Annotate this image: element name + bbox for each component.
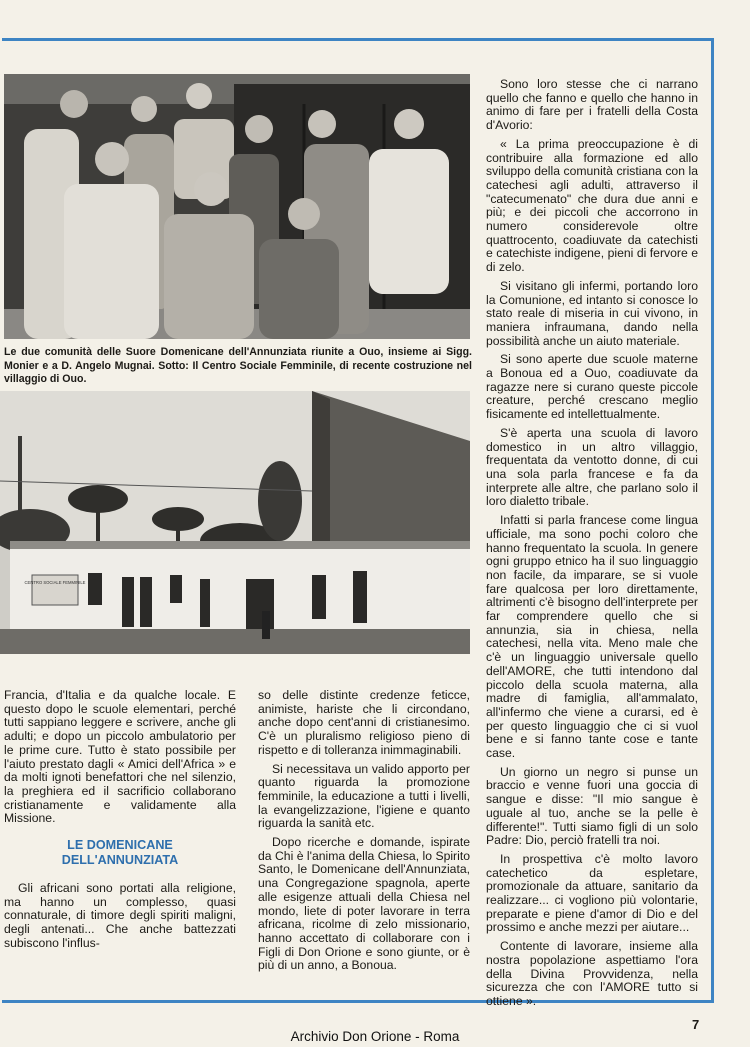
page-number: 7 <box>692 1017 700 1032</box>
paragraph: Sono loro stesse che ci narrano quello che fanno e quello che hanno in animo di fare per i fratelli della Costa d'Avorio: <box>486 77 698 133</box>
paragraph: Infatti si parla francese come lingua ufficiale, ma sono pochi coloro che hanno frequentato la scuola. In genere ogni gruppo etnico ha il suo linguaggio non facile, da imparare, se si vuole fare qualcosa per loro direttamente, altrimenti c'è bisogno dell'interprete per far comprendere quello che si annunzia, sia in chiesa, nella catechesi, nella vita. Meno male che c'è un linguaggio universale quello dell'AMORE, che tutti intendono dal piccolo della scuola materna, alla madre di famiglia, all'ammalato, all'infermo che viene a curarsi, ed è per questo linguaggio che ci si vuol bene e si fanno tante cose e tante case. <box>486 513 698 761</box>
paragraph: so delle distinte credenze feticce, animiste, hariste che li circondano, anche dopo cent'anni di cristianesimo. C'è un pluralismo religioso pieno di rispetto e di tolleranza inimmaginabili. <box>258 688 470 757</box>
group-photo <box>4 74 470 339</box>
building-photo <box>0 391 470 654</box>
paragraph: Un giorno un negro si punse un braccio e venne fuori una goccia di sangue e disse: "Il mio sangue è uguale al tuo, anche se la pelle è differente!". Tutti siamo figli di un solo Padre: Dio, perciò fratelli tra noi. <box>486 764 698 848</box>
paragraph: « La prima preoccupazione è di contribuire alla formazione ed allo sviluppo della comunità cristiana con la catechesi agli adulti, attraverso il "catecumenato" che dura due anni e più; e dei piccoli che accorrono in numero considerevole oltre quattrocento, coadiuvate da catechisti e catechiste indigene, pieni di fervore e di zelo. <box>486 136 698 275</box>
paragraph: Si necessitava un valido apporto per quanto riguarda la promozione femminile, la educazione a tutti i livelli, la evangelizzazione, l'igiene e quanto riguarda la sanità etc. <box>258 761 470 831</box>
building-sign: CENTRO SOCIALE FEMMINILE <box>24 580 86 585</box>
paragraph: S'è aperta una scuola di lavoro domestico in un altro villaggio, frequentata da ventotto donne, di cui una sola parla francese e fa da interprete alle altre, che parlano solo il loro dialetto tribale. <box>486 425 698 509</box>
heading-line: LE DOMENICANE <box>67 838 173 853</box>
paragraph: In prospettiva c'è molto lavoro catechetico da espletare, promozionale da attuare, sanitario da realizzare... ci vogliono più volontarie, preparate e piene d'amor di Dio e del prossimo e anche mezzi per aiutare... <box>486 851 698 935</box>
column-right <box>486 78 698 1014</box>
paragraph: Gli africani sono portati alla religione, ma hanno un complesso, quasi connaturale, di timore degli spiriti maligni, degli antenati... Che anche battezzati subiscono l'influs- <box>4 881 236 950</box>
heading-line: DELL'ANNUNZIATA <box>61 853 179 868</box>
section-heading <box>4 838 236 868</box>
paragraph: Si sono aperte due scuole materne a Bonoua ed a Ouo, coadiuvate da ragazze nere si curano queste piccole creature, perché crescano meglio fisicamente ed intellettualmente. <box>486 352 698 422</box>
paragraph: Dopo ricerche e domande, ispirate da Chi è l'anima della Chiesa, lo Spirito Santo, le Domenicane dell'Annunziata, una Congregazione spagnola, aperte alle esigenze attuali della Chiesa nel mondo, liete di poter lavorare in terra africana, ricolme di zelo missionario, hanno accettato di collaborare con i Figli di Don Orione e sono giunte, or è più di un anno, a Bonoua. <box>258 835 470 973</box>
right-blue-rule <box>711 38 714 1003</box>
paragraph: Francia, d'Italia e da qualche locale. E questo dopo le scuole elementari, perché tutti sappiano leggere e scrivere, anche gli adulti; e dopo un piccolo ambulatorio per le prime cure. Tutto è stato possibile per l'aiuto prestato dagli « Amici dell'Africa » e da molti ignoti benefattori che nel silenzio, la preghiera ed il sacrificio collaborano cristianamente e validamente alla Missione. <box>4 688 236 826</box>
photo-caption: Le due comunità delle Suore Domenicane dell'Annunziata riunite a Ouo, insieme ai Sigg. Monier e a D. Angelo Mugnai. Sotto: Il Centro Sociale Femminile, di recente costruzione nel villaggio di Ouo. <box>4 346 472 385</box>
top-blue-rule <box>2 38 714 41</box>
paragraph: Contente di lavorare, insieme alla nostra popolazione aspettiamo l'ora della Divina Provvidenza, nella sicurezza che con l'AMORE tutto si ottiene ». <box>486 939 698 1008</box>
column-middle <box>258 689 470 978</box>
paragraph: Si visitano gli infermi, portando loro la Comunione, ed intanto si conosce lo stato reale di miseria in cui vivono, in maniera infraumana, dando nella possibilità anche un aiuto materiale. <box>486 278 698 348</box>
archive-footer: Archivio Don Orione - Roma <box>290 1029 460 1044</box>
column-left <box>4 689 236 956</box>
